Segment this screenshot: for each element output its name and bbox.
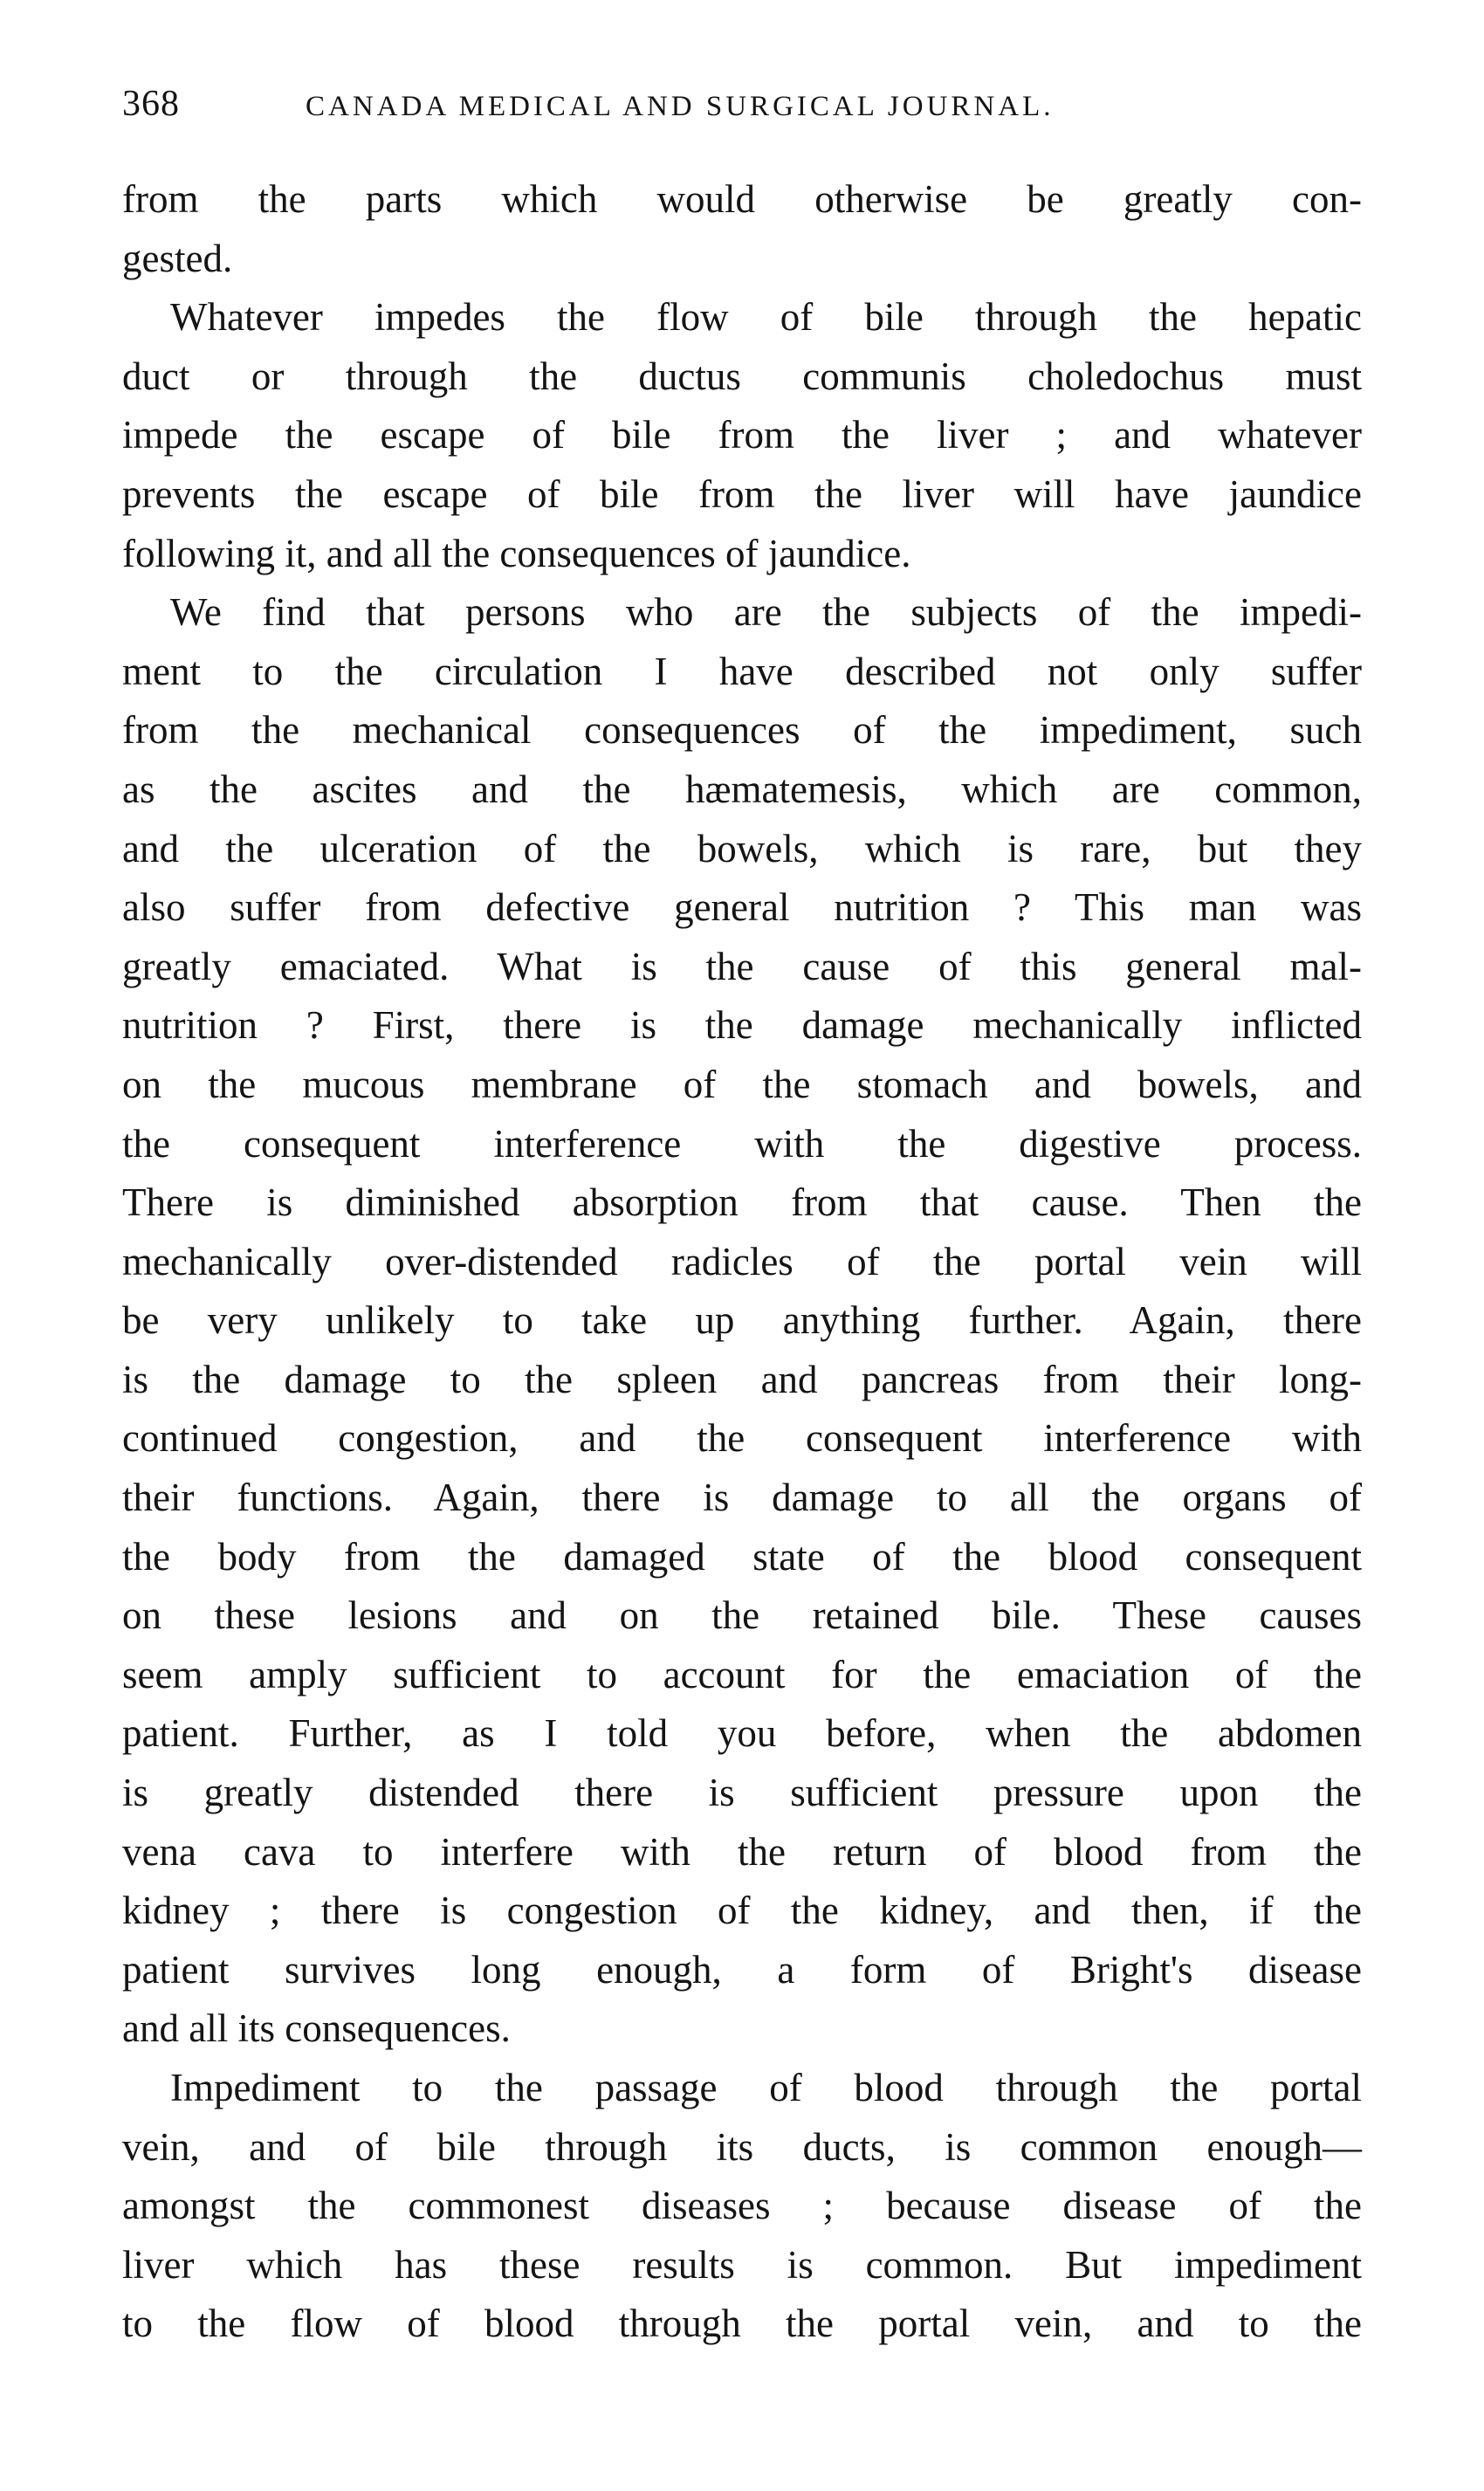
text-line: following it, and all the consequences of jaundice. bbox=[122, 531, 911, 575]
text-line: duct or through the ductus communis choledochus must bbox=[122, 354, 1362, 398]
text-line: vein, and of bile through its ducts, is common enough— bbox=[122, 2124, 1362, 2169]
journal-page bbox=[122, 83, 1362, 2354]
text-line: prevents the escape of bile from the liver will have jaundice bbox=[122, 471, 1362, 516]
paragraph-malnutrition bbox=[122, 583, 1362, 2059]
text-line: kidney ; there is congestion of the kidney, and then, if the bbox=[122, 1889, 1362, 1933]
page-number: 368 bbox=[122, 84, 180, 124]
text-line: vena cava to interfere with the return of blood from the bbox=[122, 1829, 1362, 1874]
text-line: patient. Further, as I told you before, when the abdomen bbox=[122, 1711, 1362, 1756]
text-line: and all its consequences. bbox=[122, 2006, 511, 2051]
text-line: There is diminished absorption from that cause. Then the bbox=[122, 1180, 1362, 1225]
text-line: patient survives long enough, a form of Bright's disease bbox=[122, 1947, 1362, 1992]
text-line: We find that persons who are the subjects of the impedi- bbox=[170, 590, 1362, 635]
text-line: as the ascites and the hæmatemesis, which are common, bbox=[122, 767, 1362, 811]
text-line: and the ulceration of the bowels, which is rare, but they bbox=[122, 826, 1362, 870]
paragraph-continuation bbox=[122, 170, 1362, 288]
text-line: greatly emaciated. What is the cause of this general mal- bbox=[122, 944, 1362, 988]
text-line: also suffer from defective general nutrition ? This man was bbox=[122, 885, 1362, 930]
text-line: the consequent interference with the digestive process. bbox=[122, 1121, 1362, 1166]
text-line: on these lesions and on the retained bile. These causes bbox=[122, 1593, 1362, 1638]
text-line: amongst the commonest diseases ; because disease of the bbox=[122, 2184, 1362, 2228]
text-line: ment to the circulation I have described not only suffer bbox=[122, 649, 1362, 693]
text-line: gested. bbox=[122, 236, 233, 280]
text-line: continued congestion, and the consequent interference with bbox=[122, 1416, 1362, 1461]
text-line: mechanically over-distended radicles of the portal vein will bbox=[122, 1239, 1362, 1283]
text-line: be very unlikely to take up anything further. Again, there bbox=[122, 1298, 1362, 1343]
paragraph-portal-impediment bbox=[122, 2059, 1362, 2354]
text-line: liver which has these results is common. But impediment bbox=[122, 2242, 1362, 2287]
running-header bbox=[122, 83, 1362, 135]
text-line: Whatever impedes the flow of bile through the hepatic bbox=[170, 295, 1362, 340]
text-line: from the mechanical consequences of the impediment, such bbox=[122, 708, 1362, 753]
text-line: nutrition ? First, there is the damage mechanically inflicted bbox=[122, 1003, 1362, 1048]
text-line: seem amply sufficient to account for the emaciation of the bbox=[122, 1652, 1362, 1696]
text-line: from the parts which would otherwise be greatly con- bbox=[122, 177, 1362, 221]
text-line: is greatly distended there is sufficient pressure upon the bbox=[122, 1771, 1362, 1815]
paragraph-bile-flow bbox=[122, 288, 1362, 583]
journal-title: CANADA MEDICAL AND SURGICAL JOURNAL. bbox=[306, 91, 1055, 122]
text-line: to the flow of blood through the portal vein, and to the bbox=[122, 2302, 1362, 2346]
text-line: on the mucous membrane of the stomach and bowels, and bbox=[122, 1062, 1362, 1106]
text-line: Impediment to the passage of blood through the portal bbox=[170, 2066, 1362, 2109]
text-line: is the damage to the spleen and pancreas from their long- bbox=[122, 1357, 1362, 1401]
text-line: impede the escape of bile from the liver ; and whatever bbox=[122, 413, 1362, 458]
text-line: the body from the damaged state of the blood consequent bbox=[122, 1534, 1362, 1579]
text-line: their functions. Again, there is damage to all the organs of bbox=[122, 1476, 1362, 1520]
article-body bbox=[122, 170, 1362, 2354]
